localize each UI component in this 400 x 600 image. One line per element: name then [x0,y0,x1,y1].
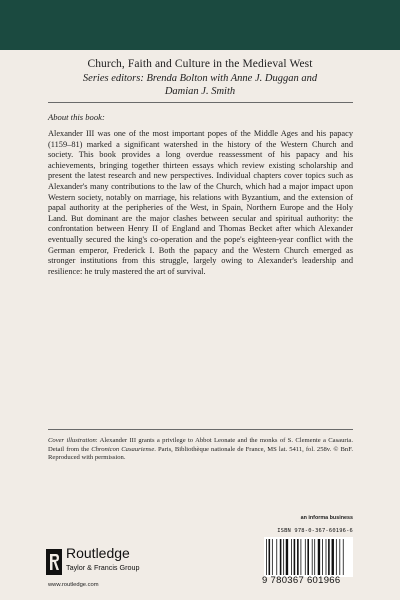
series-block [0,58,400,98]
publisher-subtitle: Taylor & Francis Group [66,563,140,572]
cover-illustration-credit [48,437,353,463]
isbn-text: ISBN 978-0-367-60196-6 [277,528,353,534]
divider-top [48,102,353,103]
series-title: Church, Faith and Culture in the Medieval West [87,58,313,70]
cover-illustration-label: Cover illustration [48,437,96,444]
publisher-name: Routledge [66,545,130,561]
series-editors-line2: Damian J. Smith [164,86,236,97]
about-label: About this book: [48,112,105,122]
series-editors [0,72,400,98]
cover-illustration-text-after: . Paris, Bibliothèque nationale de France, MS lat. 5411, fol. 258v. © BnF. Reproduced with permission. [48,445,353,462]
routledge-logo-icon [46,549,62,575]
barcode-digits: 9 780367 601966 [262,575,341,586]
cover-illustration-text-before: : Alexander III grants a privilege to Abbot Leonate and the monks of S. Clemente a Casauria. Detail from the [48,437,353,453]
informa-tagline: an informa business [300,515,353,521]
publisher-url[interactable]: www.routledge.com [48,582,99,588]
series-editors-line1: Series editors: Brenda Bolton with Anne J. Duggan and [82,73,318,84]
cover-top-band [0,0,400,50]
cover-illustration-source-title: Chronicon Casauriense [91,445,155,453]
divider-bottom [48,429,353,430]
barcode-icon [264,537,353,577]
book-description: Alexander III was one of the most important popes of the Middle Ages and his papacy (1159–81) marked a significant watershed in the history of the Western Church and society. This book provides a long overdue reassessment of his papacy and his achievements, bringing together thirteen essays which review existing scholarship and present the latest research and new perspectives. Individual chapters cover topics such as Alexander's many contributions to the law of the Church, which had a major impact upon Western society, notably on marriage, his relations with Byzantium, and the extension of papal authority at the peripheries of the West, in Spain, Northern Europe and the Holy Land. But dominant are the major clashes between secular and spiritual authority: the confrontation between Henry II of England and Thomas Becket after which Alexander eventually secured the king's co-operation and the pope's eighteen-year conflict with the German emperor, Frederick I. Both the papacy and the Western Church emerged as stronger institutions from this struggle, largely owing to Alexander's leadership and resilience: he truly mastered the art of survival. [48,129,353,276]
